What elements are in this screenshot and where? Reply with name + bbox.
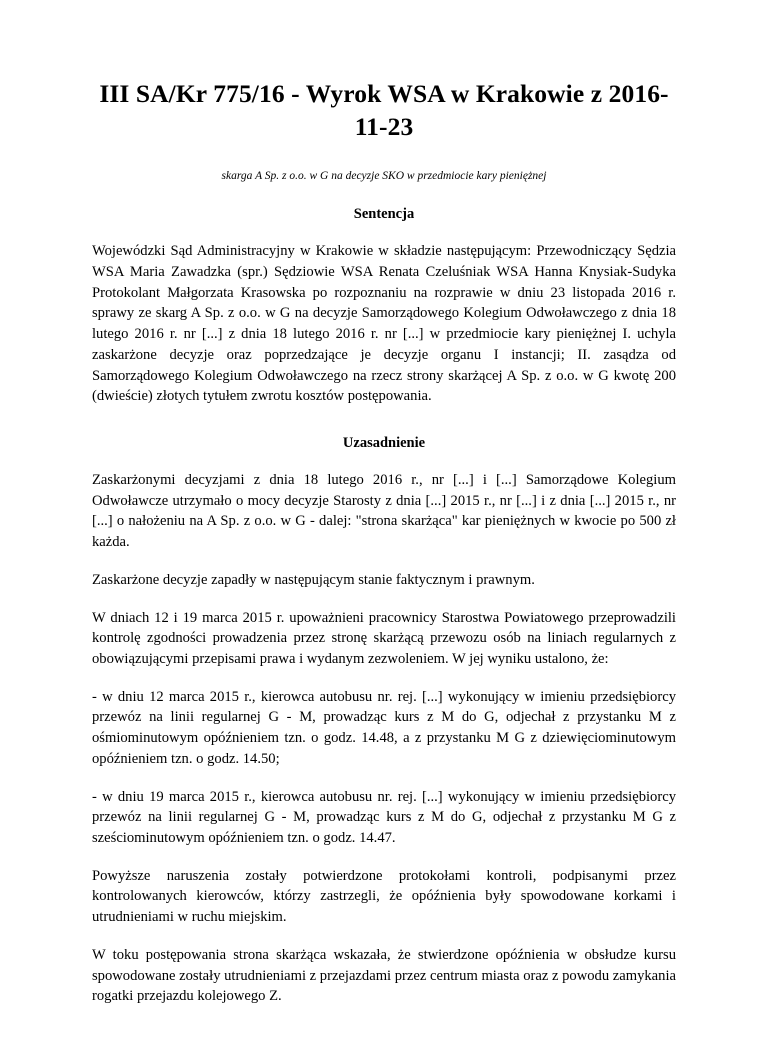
paragraph-sentencja-1: Wojewódzki Sąd Administracyjny w Krakowie w składzie następującym: Przewodniczący Sędzia WSA Maria Zawadzka (spr.) Sędziowie WSA Renata Czeluśniak WSA Hanna Knysiak-Sudyka Protokolant Małgorzata Krasowska po rozpoznaniu na rozprawie w dniu 23 listopada 2016 r. sprawy ze skarg A Sp. z o.o. w G na decyzje Samorządowego Kolegium Odwoławczego z dnia 18 lutego 2016 r. nr [...] z dnia 18 lutego 2016 r. nr [...] w przedmiocie kary pieniężnej I. uchyla zaskarżone decyzje oraz poprzedzające je decyzje organu I instancji; II. zasądza od Samorządowego Kolegium Odwoławczego na rzecz strony skarżącej A Sp. z o.o. w G kwotę 200 (dwieście) złotych tytułem zwrotu kosztów postępowania.	[92, 243, 676, 405]
paragraph-uzasadnienie-2: Zaskarżone decyzje zapadły w następującym stanie faktycznym i prawnym.	[92, 571, 535, 588]
paragraph-uzasadnienie-3: W dniach 12 i 19 marca 2015 r. upoważnieni pracownicy Starostwa Powiatowego przeprowadzili kontrolę zgodności prowadzenia przez stronę skarżącą przewozu osób na liniach regularnych z obowiązującymi przepisami prawa i wydanym zezwoleniem. W jej wyniku ustalono, że:	[92, 609, 676, 667]
section-heading-sentencja: Sentencja	[353, 206, 415, 223]
section-heading-uzasadnienie: Uzasadnienie	[342, 434, 426, 451]
paragraph-uzasadnienie-6: Powyższe naruszenia zostały potwierdzone protokołami kontroli, podpisanymi przez kontrolowanych kierowców, którzy zastrzegli, że opóźnienia były spowodowane korkami i utrudnieniami w ruchu miejskim.	[92, 867, 676, 926]
paragraph-uzasadnienie-5: - w dniu 19 marca 2015 r., kierowca autobusu nr. rej. [...] wykonujący w imieniu przedsiębiorcy przewóz na linii regularnej G - M, prowadząc kurs z M do G, odjechał z przystanku M G z sześciominutowym opóźnieniem tzn. o godz. 14.47.	[92, 788, 676, 846]
paragraph-uzasadnienie-4: - w dniu 12 marca 2015 r., kierowca autobusu nr. rej. [...] wykonujący w imieniu przedsiębiorcy przewóz na linii regularnej G - M, prowadząc kurs z M do G, odjechał z przystanku M z ośmiominutowym opóźnieniem tzn. o godz. 14.48, a z przystanku M G z dziewięciominutowym opóźnieniem tzn. o godz. 14.50;	[92, 688, 676, 767]
page-title: III SA/Kr 775/16 - Wyrok WSA w Krakowie z 2016-11-23	[99, 79, 669, 141]
paragraph-uzasadnienie-1: Zaskarżonymi decyzjami z dnia 18 lutego 2016 r., nr [...] i [...] Samorządowe Kolegium Odwoławcze utrzymało o mocy decyzje Starosty z dnia [...] 2015 r., nr [...] i z dnia [...] 2015 r., nr [...] o nałożeniu na A Sp. z o.o. w G - dalej: "strona skarżąca" kar pieniężnych w kwocie po 500 zł każda.	[92, 471, 676, 551]
document-subtitle: skarga A Sp. z o.o. w G na decyzje SKO w przedmiocie kary pieniężnej	[221, 170, 547, 183]
paragraph-uzasadnienie-7: W toku postępowania strona skarżąca wskazała, że stwierdzone opóźnienia w obsłudze kursu spowodowane zostały utrudnieniami z przejazdami przez centrum miasta oraz z powodu zamykania rogatki przejazdu kolejowego Z.	[92, 946, 676, 1005]
